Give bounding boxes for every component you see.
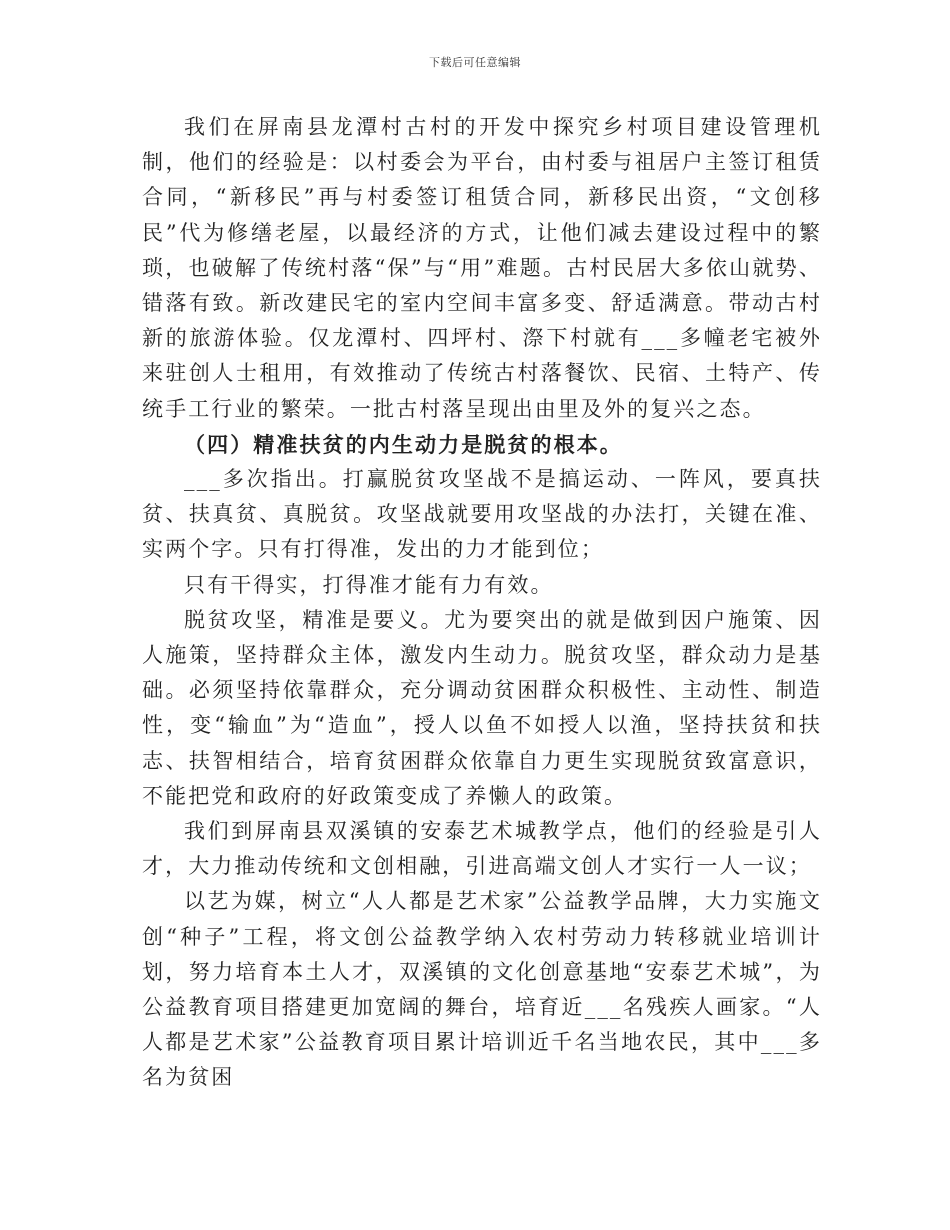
paragraph-art-education: 以艺为媒，树立“人人都是艺术家”公益教学品牌，大力实施文创“种子”工程，将文创公益教学纳入农村劳动力转移就业培训计划，努力培育本土人才，双溪镇的文化创意基地“安泰艺术城”，为公益教育项目搭建更加宽阔的舞台，培育近___名残疾人画家。“人人都是艺术家”公益教育项目累计培训近千名当地农民，其中___多名为贫困 bbox=[142, 889, 822, 1090]
paragraph-longtan-village: 我们在屏南县龙潭村古村的开发中探究乡村项目建设管理机制，他们的经验是：以村委会为平台，由村委与祖居户主签订租赁合同，“新移民”再与村委签订租赁合同，新移民出资，“文创移民”代为修缮老屋，以最经济的方式，让他们减去建设过程中的繁琐，也破解了传统村落“保”与“用”难题。古村民居大多依山就势、错落有致。新改建民宅的室内空间丰富多变、舒适满意。带动古村新的旅游体验。仅龙潭村、四坪村、漈下村就有___多幢老宅被外来驻创人士租用，有效推动了传统古村落餐饮、民宿、土特产、传统手工行业的繁荣。一批古村落呈现出由里及外的复兴之态。 bbox=[142, 115, 822, 421]
paragraph-effective: 只有干得实，打得准才能有力有效。 bbox=[184, 572, 554, 597]
page-header: 下载后可任意编辑 bbox=[429, 56, 521, 69]
section-heading-4: （四）精准扶贫的内生动力是脱贫的根本。 bbox=[184, 431, 623, 457]
document-body bbox=[142, 110, 822, 1096]
paragraph-poverty-alleviation: ___多次指出。打赢脱贫攻坚战不是搞运动、一阵风，要真扶贫、扶真贫、真脱贫。攻坚战就要用攻坚战的办法打，关键在准、实两个字。只有打得准，发出的力才能到位； bbox=[142, 467, 822, 562]
paragraph-antai-art-city: 我们到屏南县双溪镇的安泰艺术城教学点，他们的经验是引人才，大力推动传统和文创相融，引进高端文创人才实行一人一议； bbox=[142, 819, 822, 879]
paragraph-precision: 脱贫攻坚，精准是要义。尤为要突出的就是做到因户施策、因人施策，坚持群众主体，激发内生动力。脱贫攻坚，群众动力是基础。必须坚持依靠群众，充分调动贫困群众积极性、主动性、制造性，变“输血”为“造血”，授人以鱼不如授人以渔，坚持扶贫和扶志、扶智相结合，培育贫困群众依靠自力更生实现脱贫致富意识，不能把党和政府的好政策变成了养懒人的政策。 bbox=[142, 607, 822, 808]
